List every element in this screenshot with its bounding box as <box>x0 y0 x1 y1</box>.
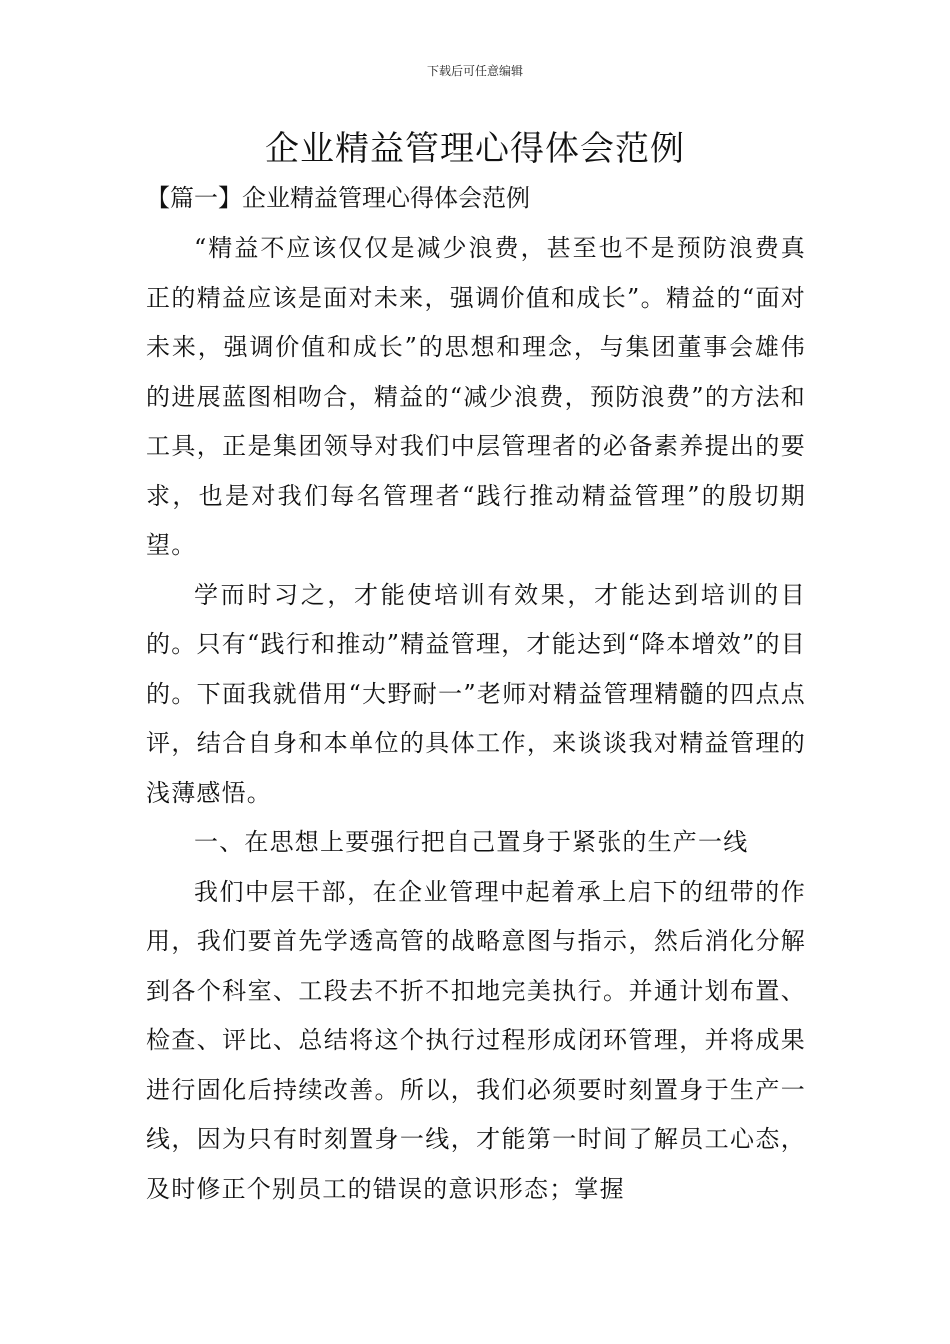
document-body <box>146 224 806 1214</box>
subheading-1: 一、在思想上要强行把自己置身于紧张的生产一线 <box>194 828 749 856</box>
document-title: 企业精益管理心得体会范例 <box>265 129 685 169</box>
page-header-note: 下载后可任意编辑 <box>426 64 523 78</box>
section-heading: 【篇一】企业精益管理心得体会范例 <box>146 184 530 212</box>
paragraph-3: 我们中层干部，在企业管理中起着承上启下的纽带的作用，我们要首先学透高管的战略意图与指示，然后消化分解到各个科室、工段去不折不扣地完美执行。并通计划布置、检查、评比、总结将这个执行过程形成闭环管理，并将成果进行固化后持续改善。所以，我们必须要时刻置身于生产一线，因为只有时刻置身一线，才能第一时间了解员工心态，及时修正个别员工的错误的意识形态；掌握 <box>146 877 806 1203</box>
paragraph-2: 学而时习之，才能使培训有效果，才能达到培训的目的。只有“践行和推动”精益管理，才能达到“降本增效”的目的。下面我就借用“大野耐一”老师对精益管理精髓的四点点评，结合自身和本单位的具体工作，来谈谈我对精益管理的浅薄感悟。 <box>146 580 806 807</box>
paragraph-1: “精益不应该仅仅是减少浪费，甚至也不是预防浪费真正的精益应该是面对未来，强调价值和成长”。精益的“面对未来，强调价值和成长”的思想和理念，与集团董事会雄伟的进展蓝图相吻合，精益的“减少浪费，预防浪费”的方法和工具，正是集团领导对我们中层管理者的必备素养提出的要求，也是对我们每名管理者“践行推动精益管理”的殷切期望。 <box>146 234 806 559</box>
